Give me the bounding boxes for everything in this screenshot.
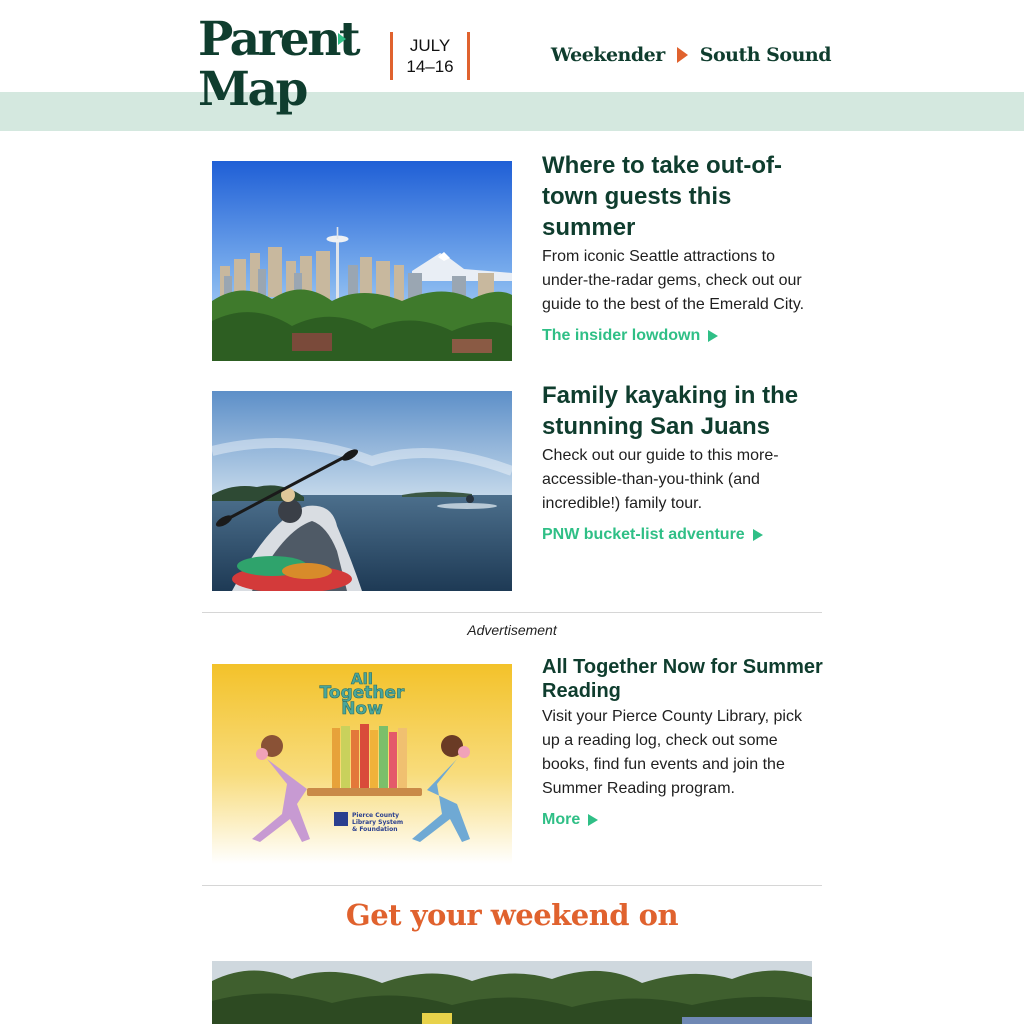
kayaking-image[interactable] (212, 391, 512, 591)
ad-art-title-3: Now (341, 699, 383, 719)
ad-more-label: More (542, 811, 581, 828)
story-link[interactable] (542, 526, 763, 544)
ad-card (542, 655, 824, 829)
ad-title[interactable]: All Together Now for Summer Reading (542, 656, 823, 702)
play-arrow-icon (753, 529, 763, 541)
logo-line-2: Map (198, 62, 306, 117)
play-arrow-icon (588, 814, 598, 826)
logo-triangle-icon (338, 33, 346, 45)
section-heading: Get your weekend on (345, 898, 679, 932)
story-card-2 (542, 380, 824, 544)
header-band (0, 92, 1024, 131)
ad-description: Visit your Pierce County Library, pick up a reading log, check out some books, find fun events and join the Summer Reading program. (542, 708, 802, 797)
ad-more-link[interactable] (542, 811, 598, 829)
parentmap-logo[interactable] (198, 12, 359, 117)
issue-month: JULY (409, 36, 451, 55)
logo-line-1: Parent (198, 12, 359, 67)
nav-region: South Sound (699, 44, 831, 66)
ad-art-title-2: Together (319, 683, 405, 703)
story-card-1 (542, 150, 824, 345)
advertisement-label: Advertisement (467, 622, 557, 638)
seattle-skyline-image[interactable] (212, 161, 512, 361)
ad-art-org-1: Pierce County (352, 812, 400, 819)
story-title[interactable]: Family kayaking in the stunning San Juans (542, 382, 799, 440)
story-description: Check out our guide to this more-accessible-than-you-think (and incredible!) family tour. (542, 447, 779, 512)
summer-reading-ad-image[interactable] (212, 664, 512, 864)
story-description: From iconic Seattle attractions to under-the-radar gems, check out our guide to the best of the Emerald City. (542, 248, 805, 313)
ad-art-title-1: All (351, 670, 373, 688)
arrow-right-icon (677, 47, 688, 63)
story-link-label: The insider lowdown (542, 327, 701, 344)
ad-art-org-3: & Foundation (352, 826, 398, 833)
play-arrow-icon (708, 330, 718, 342)
story-title[interactable]: Where to take out-of-town guests this summer (542, 152, 782, 241)
story-link-label: PNW bucket-list adventure (542, 526, 745, 543)
issue-date (390, 32, 470, 80)
story-link[interactable] (542, 327, 718, 345)
weekend-hero-image[interactable] (212, 961, 812, 1024)
nav-weekender: Weekender (550, 44, 665, 66)
ad-art-org-2: Library System (352, 819, 404, 826)
issue-days: 14–16 (406, 57, 454, 76)
divider (202, 885, 822, 886)
newsletter-name (551, 44, 831, 66)
divider (202, 612, 822, 613)
